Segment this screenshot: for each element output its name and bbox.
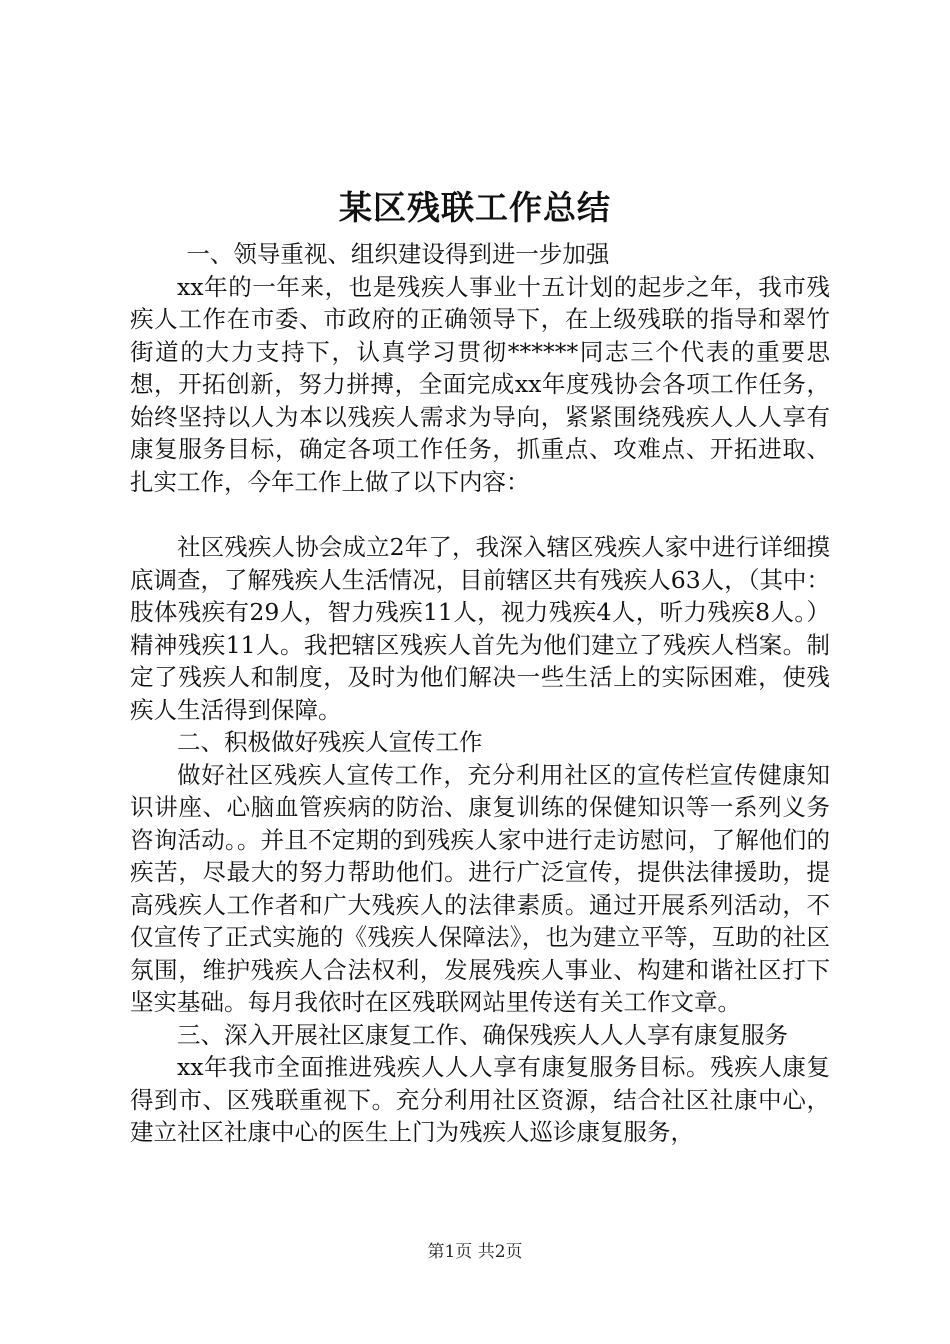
paragraph-association: 社区残疾人协会成立2年了，我深入辖区残疾人家中进行详细摸底调查，了解残疾人生活情况，目前辖区共有残疾人63人，（其中：肢体残疾有29人，智力残疾11人，视力残疾4人，听力残疾8人。）精神残疾11人。我把辖区残疾人首先为他们建立了残疾人档案。制定了残疾人和制度，及时为他们解决一些生活上的实际困难，使残疾人生活得到保障。 — [130, 533, 830, 724]
page-number-footer: 第1页 共2页 — [427, 1242, 523, 1262]
page-title: 某区残联工作总结 — [339, 188, 611, 227]
section-heading-1: 一、领导重视、组织建设得到进一步加强 — [186, 240, 610, 268]
paragraph-spacer — [130, 498, 830, 531]
document-body — [130, 238, 830, 1149]
paragraph-publicity: 做好社区残疾人宣传工作，充分利用社区的宣传栏宣传健康知识讲座、心脑血管疾病的防治、康复训练的保健知识等一系列义务咨询活动。。并且不定期的到残疾人家中进行走访慰问，了解他们的疾苦，尽最大的努力帮助他们。进行广泛宣传，提供法律援助，提高残疾人工作者和广大残疾人的法律素质。通过开展系列活动，不仅宣传了正式实施的《残疾人保障法》，也为建立平等，互助的社区氛围，维护残疾人合法权利，发展残疾人事业、构建和谐社区打下坚实基础。每月我依时在区残联网站里传送有关工作文章。 — [130, 760, 830, 1016]
section-heading-3: 三、深入开展社区康复工作、确保残疾人人人享有康复服务 — [177, 1020, 788, 1049]
section-heading-2: 二、积极做好残疾人宣传工作 — [177, 728, 483, 756]
paragraph-intro: xx年的一年来，也是残疾人事业十五计划的起步之年，我市残疾人工作在市委、市政府的正确领导下，在上级残联的指导和翠竹街道的大力支持下，认真学习贯彻******同志三个代表的重要思想，开拓创新，努力拼搏，全面完成xx年度残协会各项工作任务，始终坚持以人为本以残疾人需求为导向，紧紧围绕残疾人人人享有康复服务目标，确定各项工作任务，抓重点、攻难点、开拓进取、扎实工作，今年工作上做了以下内容： — [130, 272, 830, 496]
paragraph-rehabilitation: xx年我市全面推进残疾人人人享有康复服务目标。残疾人康复得到市、区残联重视下。充分利用社区资源，结合社区社康中心，建立社区社康中心的医生上门为残疾人巡诊康复服务， — [130, 1053, 830, 1146]
